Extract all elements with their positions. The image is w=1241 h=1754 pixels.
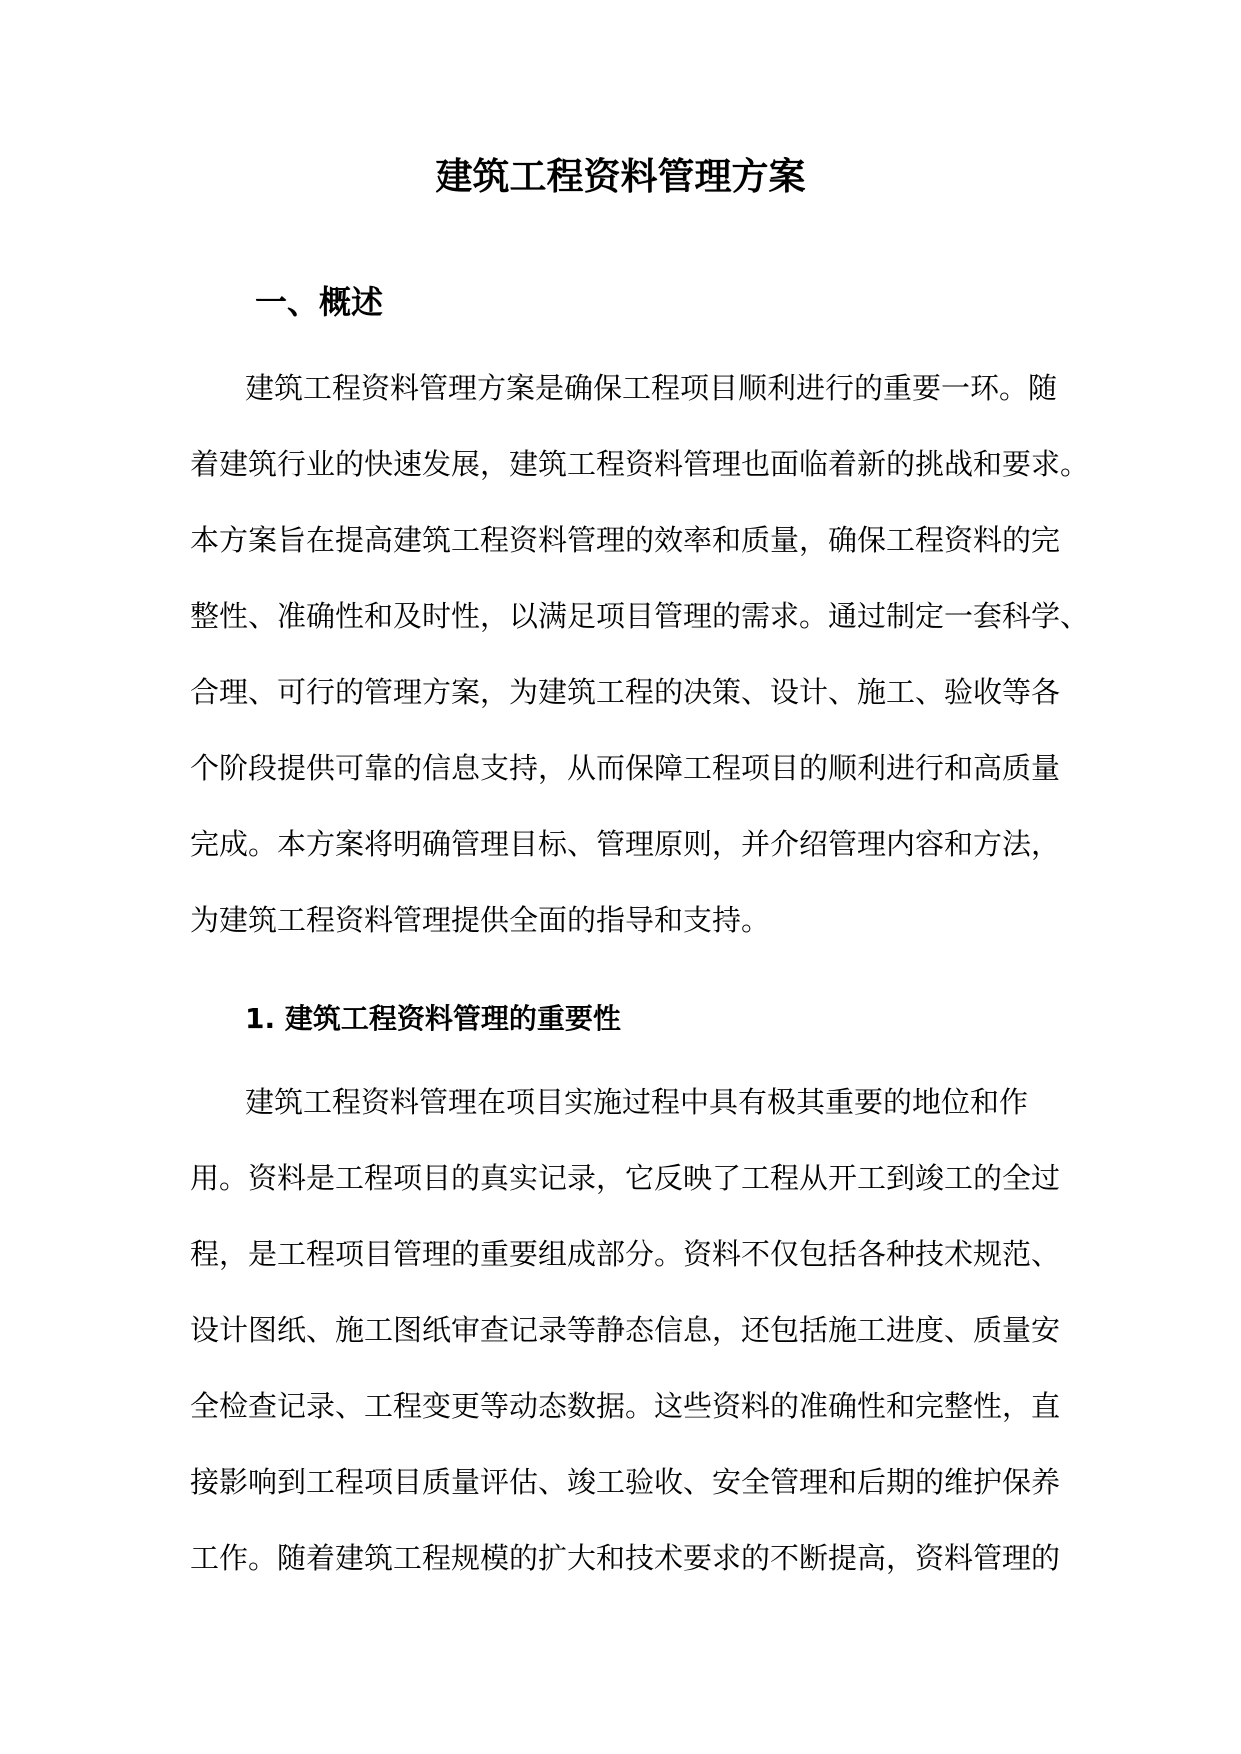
paragraph-line: 整性、准确性和及时性，以满足项目管理的需求。通过制定一套科学、	[190, 599, 1090, 633]
paragraph-line: 合理、可行的管理方案，为建筑工程的决策、设计、施工、验收等各	[190, 675, 1061, 709]
paragraph-line: 为建筑工程资料管理提供全面的指导和支持。	[190, 903, 771, 937]
overview-paragraph	[190, 350, 1090, 958]
paragraph-line: 全检查记录、工程变更等动态数据。这些资料的准确性和完整性，直	[190, 1389, 1061, 1423]
paragraph-line: 完成。本方案将明确管理目标、管理原则，并介绍管理内容和方法，	[190, 827, 1061, 861]
paragraph-line: 建筑工程资料管理方案是确保工程项目顺利进行的重要一环。随	[245, 371, 1058, 405]
paragraph-line: 接影响到工程项目质量评估、竣工验收、安全管理和后期的维护保养	[190, 1465, 1061, 1499]
paragraph-line: 本方案旨在提高建筑工程资料管理的效率和质量，确保工程资料的完	[190, 523, 1061, 557]
document-title: 建筑工程资料管理方案	[435, 154, 806, 198]
paragraph-line: 着建筑行业的快速发展，建筑工程资料管理也面临着新的挑战和要求。	[190, 447, 1090, 481]
paragraph-line: 个阶段提供可靠的信息支持，从而保障工程项目的顺利进行和高质量	[190, 751, 1061, 785]
section-heading-overview: 一、概述	[255, 283, 384, 321]
paragraph-line: 用。资料是工程项目的真实记录，它反映了工程从开工到竣工的全过	[190, 1161, 1061, 1195]
paragraph-line: 程，是工程项目管理的重要组成部分。资料不仅包括各种技术规范、	[190, 1237, 1061, 1271]
subsection-heading-importance: 1. 建筑工程资料管理的重要性	[245, 1002, 621, 1035]
importance-paragraph	[190, 1064, 1070, 1596]
paragraph-line: 建筑工程资料管理在项目实施过程中具有极其重要的地位和作	[245, 1085, 1029, 1119]
paragraph-line: 工作。随着建筑工程规模的扩大和技术要求的不断提高，资料管理的	[190, 1541, 1061, 1575]
paragraph-line: 设计图纸、施工图纸审查记录等静态信息，还包括施工进度、质量安	[190, 1313, 1061, 1347]
